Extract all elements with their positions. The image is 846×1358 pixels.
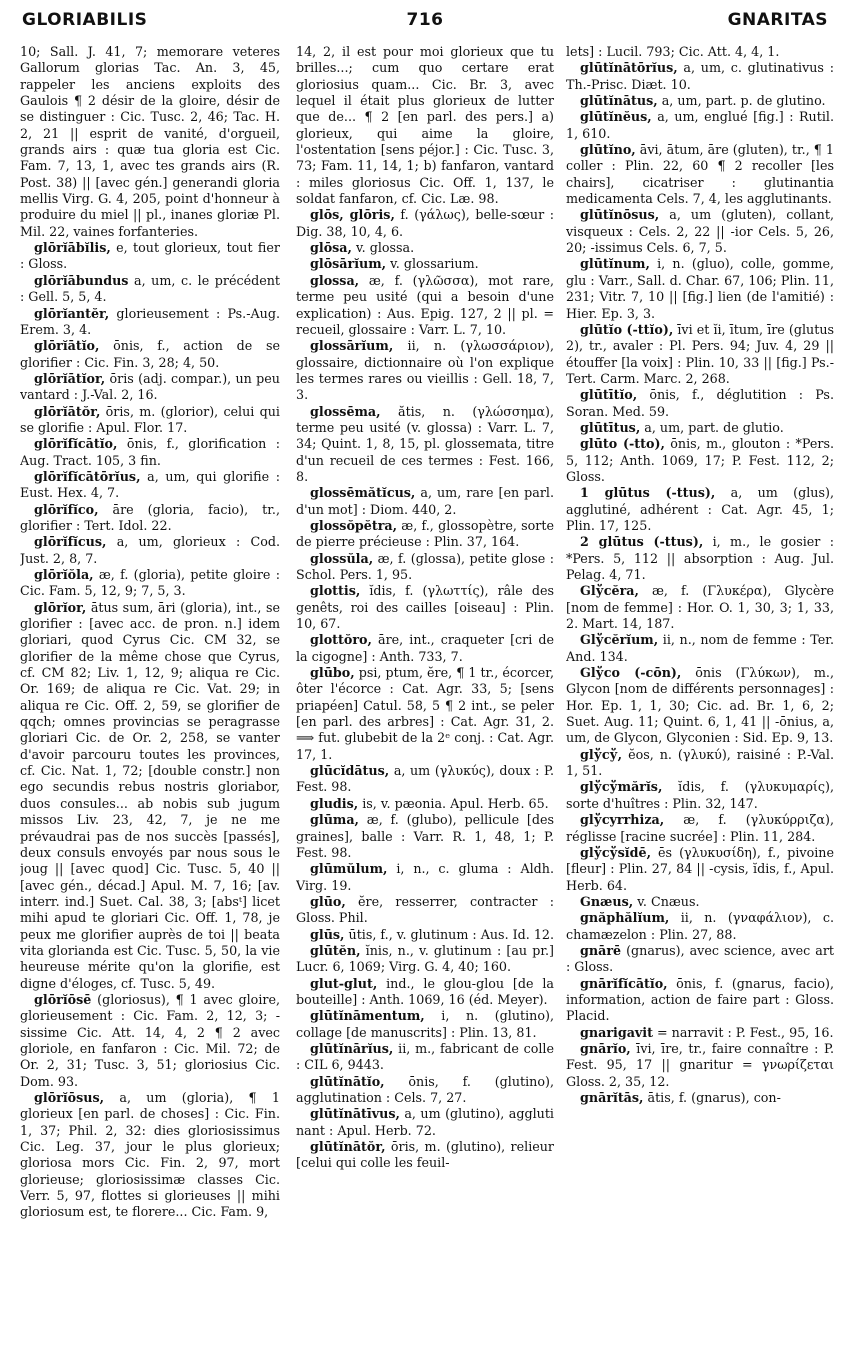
definition-text: āre, int., craqueter [cri de la cigogne] : Anth. 733, 7.	[296, 632, 554, 664]
definition-text: a, um (glutino), aggluti nant : Apul. Herb. 72.	[296, 1106, 554, 1138]
dictionary-entry	[296, 240, 554, 256]
headword: glūmŭlum,	[310, 861, 388, 877]
column-middle	[296, 44, 554, 1354]
headword: glūtĭnātus,	[580, 93, 658, 109]
dictionary-entry	[20, 502, 280, 535]
headword: glўcyrrhiza,	[580, 812, 665, 828]
definition-text: i, n. (gluo), colle, gomme, glu : Varr., Sall. d. Char. 67, 106; Plin. 11, 231; Vitr. 7, 10 || [fig.] lien (de l'amitié) : Hier. Ep. 3, 3.	[566, 256, 834, 321]
headword: 1 glūtus (-ttus),	[580, 485, 716, 501]
headword: glossēmătĭcus,	[310, 485, 416, 501]
definition-text: ōnis, m., glouton : *Pers. 5, 112; Anth. 1069, 17; P. Fest. 112, 2; Gloss.	[566, 436, 834, 484]
headword: Gnæus,	[580, 893, 634, 909]
definition-text: a, um (γλυκύς), doux : P. Fest. 98.	[296, 763, 554, 795]
dictionary-entry	[296, 943, 554, 976]
headword: glūtĭnātīvus,	[310, 1106, 400, 1122]
headword: glōrĭŏla,	[34, 567, 94, 582]
dictionary-entry	[296, 485, 554, 518]
dictionary-entry	[20, 567, 280, 600]
dictionary-entry	[296, 1106, 554, 1139]
dictionary-entry	[296, 812, 554, 861]
dictionary-entry	[296, 256, 554, 272]
headword: glūcĭdātus,	[310, 763, 390, 779]
headword: Glўcĕra,	[580, 583, 639, 599]
definition-text: ĕre, resserrer, contracter : Gloss. Phil.	[296, 893, 554, 926]
headword: glўcўsĭdē,	[580, 844, 651, 860]
definition-text: æ, f. (glossa), petite glose : Schol. Pers. 1, 95.	[296, 550, 554, 582]
headword: glūto (-tto),	[580, 436, 665, 452]
dictionary-entry	[566, 93, 834, 109]
definition-text: a, um, part. p. de glutino.	[661, 93, 826, 109]
definition-text: æ, f. (glubo), pellicule [des graines], balle : Varr. R. 1, 48, 1; P. Fest. 98.	[296, 812, 554, 860]
dictionary-entry	[20, 992, 280, 1090]
headword: glut-glut,	[310, 975, 378, 991]
headword: glōsa,	[310, 240, 352, 256]
definition-text: ēs (γλυκυσίδη), f., pivoine [fleur] : Plin. 27, 84 || -cysis, ĭdis, f., Apul. Herb. 64.	[566, 844, 834, 893]
headword: glўcў,	[580, 746, 623, 762]
definition-text: v. glossarium.	[390, 256, 479, 272]
dictionary-entry	[20, 338, 280, 371]
dictionary-entry	[566, 485, 834, 534]
dictionary-entry	[566, 44, 834, 60]
headword: glūtĭnātŏr,	[310, 1139, 386, 1155]
definition-text: ōris, m. (glorior), celui qui se glorifie : Apul. Flor. 17.	[20, 403, 280, 435]
dictionary-entry	[296, 338, 554, 403]
headword: glōrĭfĭco,	[34, 501, 99, 517]
column-right	[566, 44, 834, 1354]
dictionary-entry	[566, 812, 834, 845]
headword: glossārĭum,	[310, 338, 394, 354]
definition-text: ii, n. (γλωσσάριον), glossaire, dictionnaire où l'on explique les termes rares ou vieillis : Gell. 18, 7, 3.	[296, 338, 554, 403]
definition-text: ĭdis, f. (γλυκυμαρίς), sorte d'huîtres : Plin. 32, 147.	[566, 779, 834, 811]
dictionary-entry	[566, 779, 834, 812]
definition-text: īvi et ĭi, ītum, īre (glutus 2), tr., avaler : Pl. Pers. 94; Juv. 4, 29 || étouffer [la voix] : Plin. 10, 33 || [fig.] Ps.-Tert. Carm. Marc. 2, 268.	[566, 321, 834, 386]
dictionary-entry	[566, 60, 834, 93]
dictionary-entry	[566, 747, 834, 780]
dictionary-entry	[296, 551, 554, 584]
definition-text: is, v. pæonia. Apul. Herb. 65.	[362, 795, 549, 811]
page-number: 716	[406, 10, 444, 30]
definition-text: ii, n., nom de femme : Ter. And. 134.	[566, 632, 834, 664]
dictionary-entry	[566, 976, 834, 1025]
dictionary-entry	[20, 273, 280, 306]
definition-text: v. glossa.	[355, 240, 415, 256]
headword: glōrĭōsus,	[34, 1090, 105, 1105]
headword: glūtĭnōsus,	[580, 207, 660, 223]
headword: gnārĭfĭcātĭo,	[580, 975, 668, 991]
definition-text: a, um (gluten), collant, visqueux : Cels. 2, 22 || -ior Cels. 5, 26, 20; -issimus Cels. 6, 7, 5.	[566, 207, 834, 256]
definition-text: 14, 2, il est pour moi glorieux que tu brilles...; cum quo certare erat gloriosius quam... Cic. Br. 3, avec lequel il était plus glorieux de lutter que de... ¶ 2 [en parl. des pers.] a) glorieux, qui aime la gloire, l'ostentation [sens péjor.] : Cic. Tusc. 3, 73; Fam. 11, 14, 1; b) fanfaron, vantard : miles gloriosus Cic. Off. 1, 137, le soldat fanfaron, cf. Cic. Læ. 98.	[296, 44, 554, 207]
definition-text: a, um, englué [fig.] : Rutil. 1, 610.	[566, 109, 834, 141]
definition-text: ii, m., fabricant de colle : CIL 6, 9443.	[296, 1040, 554, 1073]
headword: glottŏro,	[310, 632, 372, 648]
dictionary-entry	[566, 436, 834, 485]
definition-text: ōris (adj. compar.), un peu vantard : J.-Val. 2, 16.	[20, 370, 280, 403]
dictionary-entry	[20, 436, 280, 469]
headword: glōrĭantĕr,	[34, 305, 110, 321]
dictionary-entry	[566, 1041, 834, 1090]
dictionary-entry	[296, 1139, 554, 1172]
headword: glūtĕn,	[310, 942, 361, 958]
dictionary-entry	[296, 273, 554, 338]
dictionary-entry	[296, 207, 554, 240]
definition-text: æ, f. (Γλυκέρα), Glycère [nom de femme] : Hor. O. 1, 30, 3; 1, 33, 2. Mart. 14, 187.	[566, 583, 834, 632]
dictionary-entry	[296, 894, 554, 927]
dictionary-entry	[566, 420, 834, 436]
headword: glōs, glōris,	[310, 207, 395, 223]
definition-text: ūtis, f., v. glutinum : Aus. Id. 12.	[348, 926, 554, 942]
dictionary-entry	[566, 910, 834, 943]
dictionary-entry	[296, 665, 554, 763]
definition-text: e, tout glorieux, tout fier : Gloss.	[20, 240, 280, 272]
definition-text: lets] : Lucil. 793; Cic. Att. 4, 4, 1.	[566, 44, 780, 59]
dictionary-entry	[566, 845, 834, 894]
guide-word-right: GNARITAS	[727, 10, 828, 30]
headword: glōrĭābĭlis,	[34, 240, 111, 256]
headword: glūtĭnātōrĭus,	[580, 60, 678, 76]
dictionary-entry	[296, 796, 554, 812]
headword: glūma,	[310, 812, 359, 828]
headword: glōrĭābundus	[34, 272, 129, 288]
dictionary-entry	[566, 142, 834, 207]
definition-text: ōnis, f., déglutition : Ps. Soran. Med. 59.	[566, 387, 834, 419]
definition-text: = narravit : P. Fest., 95, 16.	[657, 1024, 834, 1040]
headword: glottis,	[310, 583, 361, 599]
definition-text: ōris, m. (glutino), relieur [celui qui colle les feuil-	[296, 1139, 554, 1171]
headword: glūo,	[310, 893, 346, 909]
definition-text: ātus sum, āri (gloria), int., se glorifier : [avec acc. de pron. n.] idem gloriari, quod Cyrus Cic. CM 32, se glorifier de la même chose que Cyrus, cf. CM 82; Liv. 1, 12, 9; aliqua re Cic. Or. 169; de aliqua re Cic. Vat. 29; in aliqua re Cic. Off. 2, 59, se glorifier de qqch; omnes provincias se peragrasse gloriari Cic. de Or. 2, 258, se vanter d'avoir parcouru toutes les provinces, cf. Cic. Nat. 1, 72; [double constr.] non ego secundis rebus nostris gloriabor, duos consules... ab nobis sub jugum missos Liv. 23, 42, 7, je ne me prévaudrai pas de nos succès [passés], deux consuls envoyés par nous sous le joug || [avec quod] Cic. Tusc. 5, 40 || [avec gén., décad.] Apul. M. 7, 16; [av. interr. ind.] Suet. Cal. 38, 3; [absᵗ] licet mihi apud te gloriari Cic. Off. 1, 78, je peux me glorifier auprès de toi || beata vita glorianda est Cic. Tusc. 5, 50, la vie heureuse mérite qu'on la glorifie, est digne d'éloges, cf. Tusc. 5, 49.	[20, 599, 280, 991]
headword: glūtĭo (-ttĭo),	[580, 321, 674, 337]
dictionary-entry	[296, 632, 554, 665]
definition-text: a, um (glus), agglutiné, adhérent : Cat. Agr. 45, 1; Plin. 17, 125.	[566, 485, 834, 533]
dictionary-entry	[566, 894, 834, 910]
definition-text: psi, ptum, ĕre, ¶ 1 tr., écorcer, ôter l'écorce : Cat. Agr. 33, 5; [sens priapéen] Catul. 58, 5 ¶ 2 int., se peler [en parl. des arbres] : Cat. Agr. 31, 2. ⟹ fut. glubebit de la 2ᵉ conj. : Cat. Agr. 17, 1.	[296, 665, 554, 762]
headword: gnārē	[580, 942, 622, 958]
guide-word-left: GLORIABILIS	[22, 10, 148, 30]
definition-text: ĭnis, n., v. glutinum : [au pr.] Lucr. 6, 1069; Virg. G. 4, 40; 160.	[296, 942, 554, 975]
dictionary-entry	[20, 44, 280, 240]
headword: glōrĭfĭcus,	[34, 534, 107, 550]
definition-text: a, um, glorieux : Cod. Just. 2, 8, 7.	[20, 534, 280, 566]
definition-text: ōnis, f. (glutino), agglutination : Cels. 7, 27.	[296, 1073, 554, 1105]
definition-text: æ, f. (γλυκύρριζα), réglisse [racine sucrée] : Plin. 11, 284.	[566, 812, 834, 844]
headword: glōrĭōsē	[34, 991, 92, 1007]
headword: glūtĭnārĭus,	[310, 1040, 394, 1056]
headword: glōrĭātĭo,	[34, 338, 100, 354]
definition-text: a, um, rare [en parl. d'un mot] : Diom. 440, 2.	[296, 485, 554, 517]
definition-text: (gloriosus), ¶ 1 avec gloire, glorieusement : Cic. Fam. 2, 12, 3; -sissime Cic. Att. 14, 4, 2 ¶ 2 avec gloriole, en fanfaron : Cic. Mil. 72; de Or. 2, 31; Tusc. 3, 51; gloriosius Cic. Dom. 93.	[20, 991, 280, 1089]
headword: gnarigavit	[580, 1024, 653, 1040]
definition-text: ōnis (Γλύκων), m., Glycon [nom de différents personnages] : Hor. Ep. 1, 1, 30; Cic. ad. Br. 1, 6, 2; Suet. Aug. 11; Quint. 6, 1, 41 || -ōnius, a, um, de Glycon, Glyconien : Sid. Ep. 9, 13.	[566, 665, 834, 746]
definition-text: ōnis, f., glorification : Aug. Tract. 105, 3 fin.	[20, 436, 280, 468]
definition-text: v. Cnæus.	[637, 893, 700, 909]
definition-text: f. (γάλως), belle-sœur : Dig. 38, 10, 4, 6.	[296, 207, 554, 239]
headword: glūtītus,	[580, 419, 641, 435]
definition-text: ōnis, f., action de se glorifier : Cic. Fin. 3, 28; 4, 50.	[20, 338, 280, 370]
headword: glūtĭnāmentum,	[310, 1008, 425, 1024]
definition-text: ătis, n. (γλώσσημα), terme peu usité (v. glossa) : Varr. L. 7, 34; Quint. 1, 8, 15, pl. glossemata, titre d'un recueil de ces termes : Fest. 166, 8.	[296, 403, 554, 484]
dictionary-entry	[20, 306, 280, 339]
headword: glūtĭnum,	[580, 256, 650, 272]
definition-text: glorieusement : Ps.-Aug. Erem. 3, 4.	[20, 305, 280, 337]
dictionary-entry	[20, 600, 280, 992]
definition-text: a, um, qui glorifie : Eust. Hex. 4, 7.	[20, 468, 280, 501]
headword: glūtĭnĕus,	[580, 109, 652, 125]
headword: gnārĭo,	[580, 1040, 631, 1056]
headword: glūtītĭo,	[580, 387, 638, 403]
dictionary-entry	[296, 583, 554, 632]
dictionary-entry	[296, 763, 554, 796]
dictionary-entry	[296, 1041, 554, 1074]
headword: glōrĭātĭor,	[34, 370, 106, 386]
headword: Glўco (-cōn),	[580, 665, 682, 681]
headword: glōsārĭum,	[310, 256, 387, 272]
headword: 2 glūtus (-ttus),	[580, 534, 704, 550]
dictionary-entry	[20, 1090, 280, 1221]
definition-text: ōnis, f. (gnarus, facio), information, action de faire part : Gloss. Placid.	[566, 975, 834, 1024]
dictionary-entry	[566, 665, 834, 747]
dictionary-entry	[20, 404, 280, 437]
dictionary-entry	[566, 943, 834, 976]
headword: glossa,	[310, 272, 360, 288]
dictionary-entry	[566, 387, 834, 420]
definition-text: īvi, īre, tr., faire connaître : P. Fest. 95, 17 || gnaritur = γνωρίζεται Gloss. 2, 35, 12.	[566, 1040, 834, 1089]
definition-text: a, um, part. de glutio.	[644, 419, 784, 435]
definition-text: a, um, c. glutinativus : Th.-Prisc. Diæt. 10.	[566, 60, 834, 92]
headword: gnăphălĭum,	[580, 910, 670, 926]
definition-text: āre (gloria, facio), tr., glorifier : Tert. Idol. 22.	[20, 501, 280, 533]
definition-text: ĭdis, f. (γλωττίς), râle des genêts, roi des cailles [oiseau] : Plin. 10, 67.	[296, 583, 554, 632]
definition-text: i, m., le gosier : *Pers. 5, 112 || absorption : Aug. Jul. Pelag. 4, 71.	[566, 534, 834, 582]
dictionary-entry	[566, 1025, 834, 1041]
dictionary-entry	[566, 583, 834, 632]
dictionary-entry	[296, 861, 554, 894]
column-left	[20, 44, 280, 1354]
definition-text: ātis, f. (gnarus), con-	[647, 1090, 781, 1105]
dictionary-entry	[296, 404, 554, 486]
dictionary-entry	[566, 1090, 834, 1106]
definition-text: āvi, ātum, āre (gluten), tr., ¶ 1 coller : Plin. 22, 60 ¶ 2 recoller [les chairs], cicatriser : glutinantia medicamenta Cels. 7, 4, les agglutinants.	[566, 142, 834, 207]
dictionary-entry	[296, 927, 554, 943]
definition-text: æ, f. (gloria), petite gloire : Cic. Fam. 5, 12, 9; 7, 5, 3.	[20, 567, 280, 599]
headword: Glўcĕrĭum,	[580, 632, 659, 648]
definition-text: (gnarus), avec science, avec art : Gloss.	[566, 942, 834, 975]
dictionary-entry	[20, 469, 280, 502]
dictionary-entry	[566, 632, 834, 665]
headword: glūbo,	[310, 665, 355, 681]
definition-text: ind., le glou-glou [de la bouteille] : Anth. 1069, 16 (éd. Meyer).	[296, 975, 554, 1007]
dictionary-entry	[296, 1074, 554, 1107]
dictionary-entry	[566, 322, 834, 387]
headword: glossēma,	[310, 403, 381, 419]
dictionary-entry	[566, 534, 834, 583]
dictionary-entry	[296, 518, 554, 551]
headword: glūs,	[310, 926, 345, 942]
headword: gnārĭtās,	[580, 1090, 644, 1105]
dictionary-entry	[20, 240, 280, 273]
headword: gludis,	[310, 795, 359, 811]
dictionary-entry	[296, 976, 554, 1009]
definition-text: 10; Sall. J. 41, 7; memorare veteres Gallorum glorias Tac. An. 3, 45, rappeler les anciens exploits des Gaulois ¶ 2 désir de la gloire, désir de se distinguer : Cic. Tusc. 2, 46; Tac. H. 2, 21 || esprit de vanité, d'orgueil, grands airs : quæ tua gloria est Cic. Fam. 7, 13, 1, avec tes grands airs (R. Post. 38) || [avec gén.] generandi gloria mellis Virg. G. 4, 205, point d'honneur à produire du miel || pl., inanes gloriæ Pl. Mil. 22, vaines forfanteries.	[20, 44, 280, 239]
headword: glōrĭātŏr,	[34, 403, 101, 419]
running-head	[22, 10, 828, 36]
dictionary-entry	[20, 534, 280, 567]
headword: glossŭla,	[310, 550, 374, 566]
dictionary-entry	[566, 109, 834, 142]
definition-text: ii, n. (γναφάλιον), c. chamæzelon : Plin. 27, 88.	[566, 910, 834, 942]
definition-text: a, um (gloria), ¶ 1 glorieux [en parl. de choses] : Cic. Fin. 1, 37; Phil. 2, 32: dies gloriosissimus Cic. Leg. 37, jour le plus glorieux; gloriosa mors Cic. Fin. 2, 97, mort glorieuse; gloriosissimæ classes Cic. Verr. 5, 97, flottes si glorieuses || mihi gloriosum est, te florere... Cic. Fam. 9,	[20, 1090, 280, 1220]
headword: glossŏpĕtra,	[310, 517, 398, 533]
headword: glūtĭnātĭo,	[310, 1073, 385, 1089]
definition-text: a, um, c. le précédent : Gell. 5, 5, 4.	[20, 272, 280, 305]
dictionary-entry	[20, 371, 280, 404]
headword: glōrĭfĭcātĭo,	[34, 436, 118, 452]
definition-text: ĕos, n. (γλυκύ), raisiné : P.-Val. 1, 51.	[566, 746, 834, 779]
headword: glўcўmărĭs,	[580, 779, 663, 795]
dictionary-entry	[566, 207, 834, 256]
headword: glūtĭno,	[580, 142, 636, 158]
definition-text: æ, f. (γλῶσσα), mot rare, terme peu usité (qui a besoin d'une explication) : Aus. Epig. 127, 2 || pl. = recueil, glossaire : Varr. L. 7, 10.	[296, 272, 554, 337]
dictionary-entry	[296, 44, 554, 207]
headword: glōrĭfĭcātōrĭus,	[34, 468, 141, 484]
definition-text: æ, f., glossopètre, sorte de pierre précieuse : Plin. 37, 164.	[296, 517, 554, 550]
definition-text: i, n. (glutino), collage [de manuscrits] : Plin. 13, 81.	[296, 1008, 554, 1040]
definition-text: i, n., c. gluma : Aldh. Virg. 19.	[296, 861, 554, 893]
headword: glōrĭor,	[34, 599, 87, 615]
dictionary-entry	[296, 1008, 554, 1041]
dictionary-entry	[566, 256, 834, 321]
